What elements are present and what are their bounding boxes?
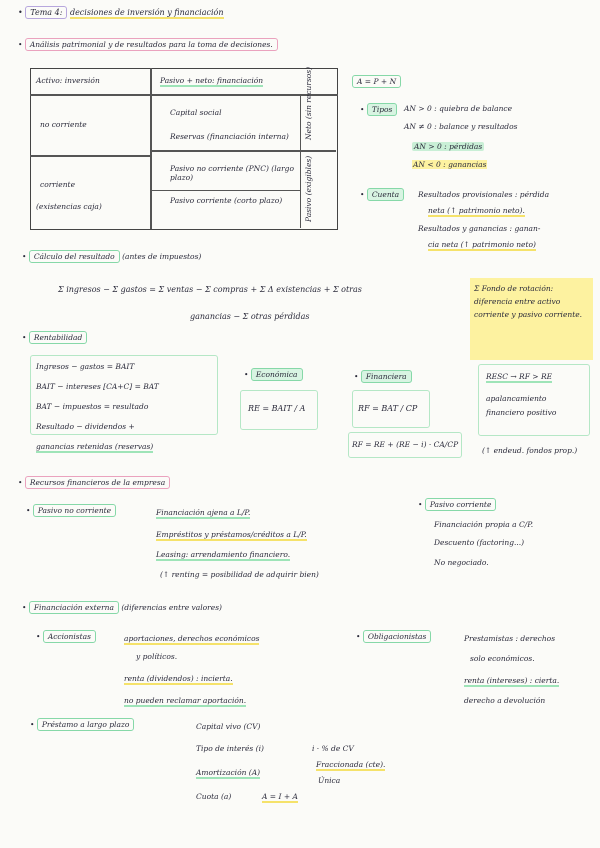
rent-line-2: BAIT − intereses [CA+C] = BAT bbox=[36, 382, 159, 391]
acc-item-2: y políticos. bbox=[136, 652, 178, 661]
cuenta-label: • Cuenta bbox=[360, 190, 404, 199]
fondo-rotacion-note: Σ Fondo de rotación: diferencia entre activo corriente y pasivo corriente. bbox=[470, 278, 593, 360]
table-divider bbox=[150, 68, 152, 229]
pnc-item-4: (↑ renting = posibilidad de adquirir bien) bbox=[160, 570, 319, 579]
financiera-formula-2: RF = RE + (RE − i) · CA/CP bbox=[352, 440, 459, 449]
cuenta-1: Resultados provisionales : pérdida bbox=[418, 190, 550, 199]
calculo-heading: • Cálculo del resultado (antes de impuestos) bbox=[22, 252, 202, 261]
endeudamiento-note: (↑ endeud. fondos prop.) bbox=[482, 446, 578, 455]
acc-item-1: aportaciones, derechos económicos bbox=[124, 634, 260, 643]
reservas: Reservas (financiación interna) bbox=[170, 132, 289, 141]
neto-side-label: Neto (sin recursos) bbox=[304, 66, 313, 140]
asset-corriente: corriente bbox=[40, 180, 76, 189]
capital-social: Capital social bbox=[170, 108, 222, 117]
apalancamiento-text: apalancamiento financiero positivo bbox=[486, 394, 557, 417]
obl-item-3: renta (intereses) : cierta. bbox=[464, 676, 560, 685]
acc-item-4: no pueden reclamar aportación. bbox=[124, 696, 247, 705]
acc-item-3: renta (dividendos) : incierta. bbox=[124, 674, 233, 683]
obligacionistas-label: • Obligacionistas bbox=[356, 632, 431, 641]
rent-line-3: BAT − impuestos = resultado bbox=[36, 402, 149, 411]
externa-heading: • Financiación externa (diferencias entre valores) bbox=[22, 603, 222, 612]
asset-no-corriente: no corriente bbox=[40, 120, 87, 129]
pnc-item-1: Financiación ajena a L/P. bbox=[156, 508, 251, 517]
table-divider bbox=[30, 155, 150, 157]
pnc-item-3: Leasing: arrendamiento financiero. bbox=[156, 550, 291, 559]
tipos-label: • Tipos bbox=[360, 105, 397, 114]
prestamo-item-4r: A = I + A bbox=[262, 792, 298, 801]
prestamo-item-3: Amortización (A) bbox=[196, 768, 261, 777]
pnc-item-2: Empréstitos y préstamos/créditos a L/P. bbox=[156, 530, 307, 539]
tipo-4: AN < 0 : ganancias bbox=[413, 160, 487, 169]
pc-label: • Pasivo corriente bbox=[418, 500, 496, 509]
cuenta-2: Resultados y ganancias : ganan- bbox=[418, 224, 541, 233]
prestamo-item-3r2: Única bbox=[318, 776, 341, 785]
table-divider bbox=[150, 150, 336, 152]
financiera-label: • Financiera bbox=[354, 372, 412, 381]
asset-corriente-sub: (existencias caja) bbox=[36, 202, 102, 211]
balance-head-left: Activo: inversión bbox=[36, 76, 100, 85]
recursos-heading: • Recursos financieros de la empresa bbox=[18, 478, 170, 487]
prestamo-item-4: Cuota (a) bbox=[196, 792, 232, 801]
table-divider bbox=[30, 94, 338, 96]
title-prefix: Tema 4: bbox=[25, 6, 67, 19]
rentabilidad-heading: • Rentabilidad bbox=[22, 333, 87, 342]
rent-line-5: ganancias retenidas (reservas) bbox=[36, 442, 154, 451]
tipo-1: AN > 0 : quiebra de balance bbox=[404, 104, 513, 113]
page-title bbox=[18, 8, 224, 17]
prestamo-item-2: Tipo de interés (i) bbox=[196, 744, 264, 753]
financiera-formula-1: RF = BAT / CP bbox=[358, 404, 418, 413]
cuenta-1b: neta (↑ patrimonio neto). bbox=[428, 206, 525, 215]
pc-item-1: Financiación propia a C/P. bbox=[434, 520, 534, 529]
analisis-heading: Análisis patrimonial y de resultados para la toma de decisiones. bbox=[25, 38, 278, 51]
rel-formula: RESC → RF > RE bbox=[486, 372, 553, 381]
balance-head-right: Pasivo + neto: financiación bbox=[160, 76, 264, 85]
pnc-label: • Pasivo no corriente bbox=[26, 506, 116, 515]
obl-item-1: Prestamistas : derechos bbox=[464, 634, 556, 643]
obl-item-4: derecho a devolución bbox=[464, 696, 546, 705]
pc-item-2: Descuento (factoring...) bbox=[434, 538, 525, 547]
title-text: decisiones de inversión y financiación bbox=[69, 8, 224, 17]
tipo-2: AN ≠ 0 : balance y resultados bbox=[404, 122, 518, 131]
tipo-3: AN > 0 : pérdidas bbox=[414, 142, 483, 151]
prestamo-item-1: Capital vivo (CV) bbox=[196, 722, 261, 731]
prestamo-label: • Préstamo a largo plazo bbox=[30, 720, 134, 729]
table-divider bbox=[150, 190, 300, 191]
economica-formula: RE = BAIT / A bbox=[248, 404, 306, 413]
cuenta-2b: cia neta (↑ patrimonio neto) bbox=[428, 240, 536, 249]
pc-item-3: No negociado. bbox=[434, 558, 489, 567]
rent-line-4: Resultado − dividendos + bbox=[36, 422, 135, 431]
rent-line-1: Ingresos − gastos = BAIT bbox=[36, 362, 135, 371]
calculo-formula-2: ganancias − Σ otras pérdidas bbox=[190, 312, 310, 321]
pasivo-side-label: Pasivo (exigibles) bbox=[304, 155, 313, 222]
pasivo-no-corriente: Pasivo no corriente (PNC) (largo plazo) bbox=[170, 164, 294, 182]
economica-label: • Económica bbox=[244, 370, 303, 379]
table-divider bbox=[300, 94, 301, 228]
section-analisis: • Análisis patrimonial y de resultados para la toma de decisiones. bbox=[18, 40, 278, 49]
calculo-formula-1: Σ ingresos − Σ gastos = Σ ventas − Σ compras + Σ Δ existencias + Σ otras bbox=[58, 285, 362, 294]
prestamo-item-2r: i · % de CV bbox=[312, 744, 354, 753]
obl-item-2: solo económicos. bbox=[470, 654, 535, 663]
bullet-dot: • bbox=[18, 8, 26, 17]
prestamo-item-3r1: Fraccionada (cte). bbox=[316, 760, 386, 769]
ecuacion-formula: A = P + N bbox=[352, 75, 401, 88]
accionistas-label: • Accionistas bbox=[36, 632, 96, 641]
pasivo-corriente: Pasivo corriente (corto plazo) bbox=[170, 196, 283, 205]
